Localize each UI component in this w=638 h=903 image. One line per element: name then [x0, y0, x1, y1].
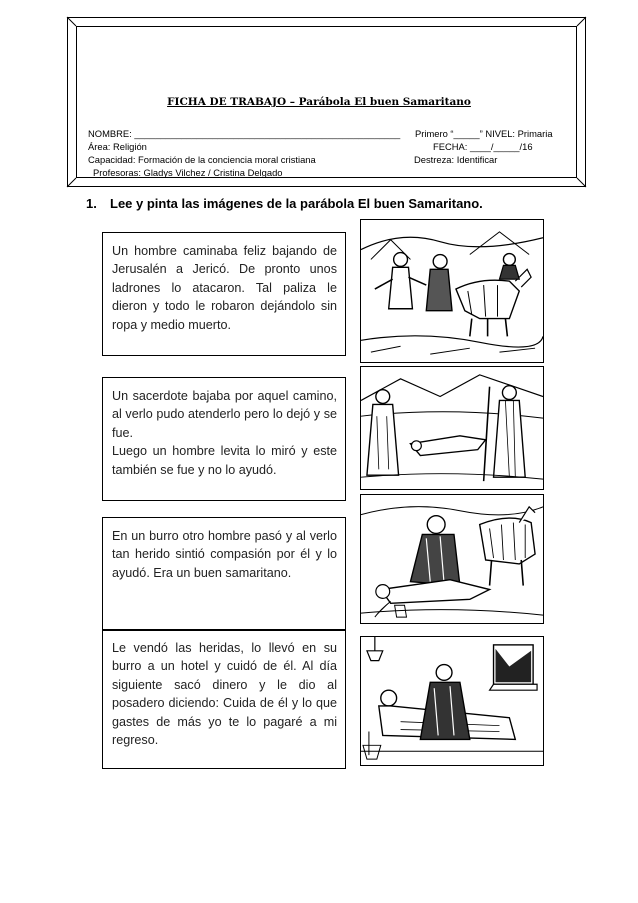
capacity-label: Capacidad: Formación de la conciencia moral cristiana [88, 154, 316, 165]
story-text-box-1 [102, 232, 346, 356]
story-text: Luego un hombre levita lo miró y este también se fue y no lo ayudó. [112, 444, 337, 477]
scene-samaritan-helps-illustration [360, 494, 544, 624]
date-label: FECHA: ____/_____/16 [433, 141, 533, 152]
instruction [86, 196, 483, 211]
worksheet-title: FICHA DE TRABAJO – Parábola El buen Samaritano [167, 96, 471, 108]
name-field-label: NOMBRE: ___________________________________________________ [88, 128, 401, 139]
story-text-box-3 [102, 517, 346, 631]
story-text: En un burro otro hombre pasó y al verlo tan herido sintió compasión por él y lo ayudó. Era un buen samaritano. [112, 529, 337, 580]
area-label: Área: Religión [88, 141, 147, 152]
skill-label: Destreza: Identificar [414, 154, 498, 165]
story-text-box-2 [102, 377, 346, 501]
robbery-scene-icon [361, 220, 543, 362]
instruction-number: 1. [86, 196, 97, 211]
priest-levite-scene-icon [361, 367, 543, 489]
scene-priest-levite-illustration [360, 366, 544, 490]
story-text: Le vendó las heridas, lo llevó en su burro a un hotel y cuidó de él. Al día siguiente sacó dinero y le dio al posadero diciendo: Cuida de él y lo que gastes de más yo te lo pagaré a mi regreso. [112, 641, 337, 748]
story-text: Un sacerdote bajaba por aquel camino, al verlo pudo atenderlo pero lo dejó y se fue. [112, 389, 337, 440]
grade-level-label: Primero “_____” NIVEL: Primaria [415, 128, 553, 139]
scene-robbery-illustration [360, 219, 544, 363]
instruction-text: Lee y pinta las imágenes de la parábola El buen Samaritano. [110, 196, 483, 211]
teachers-label: Profesoras: Gladys Vilchez / Cristina Delgado [93, 167, 283, 178]
samaritan-helps-scene-icon [361, 495, 543, 623]
scene-inn-illustration [360, 636, 544, 766]
inn-scene-icon [361, 637, 543, 765]
story-text-box-4 [102, 629, 346, 769]
story-text: Un hombre caminaba feliz bajando de Jerusalén a Jericó. De pronto unos ladrones lo atacaron. Tal paliza le dieron y todo le robaron dejándolo sin ropa y medio muerto. [112, 244, 337, 332]
